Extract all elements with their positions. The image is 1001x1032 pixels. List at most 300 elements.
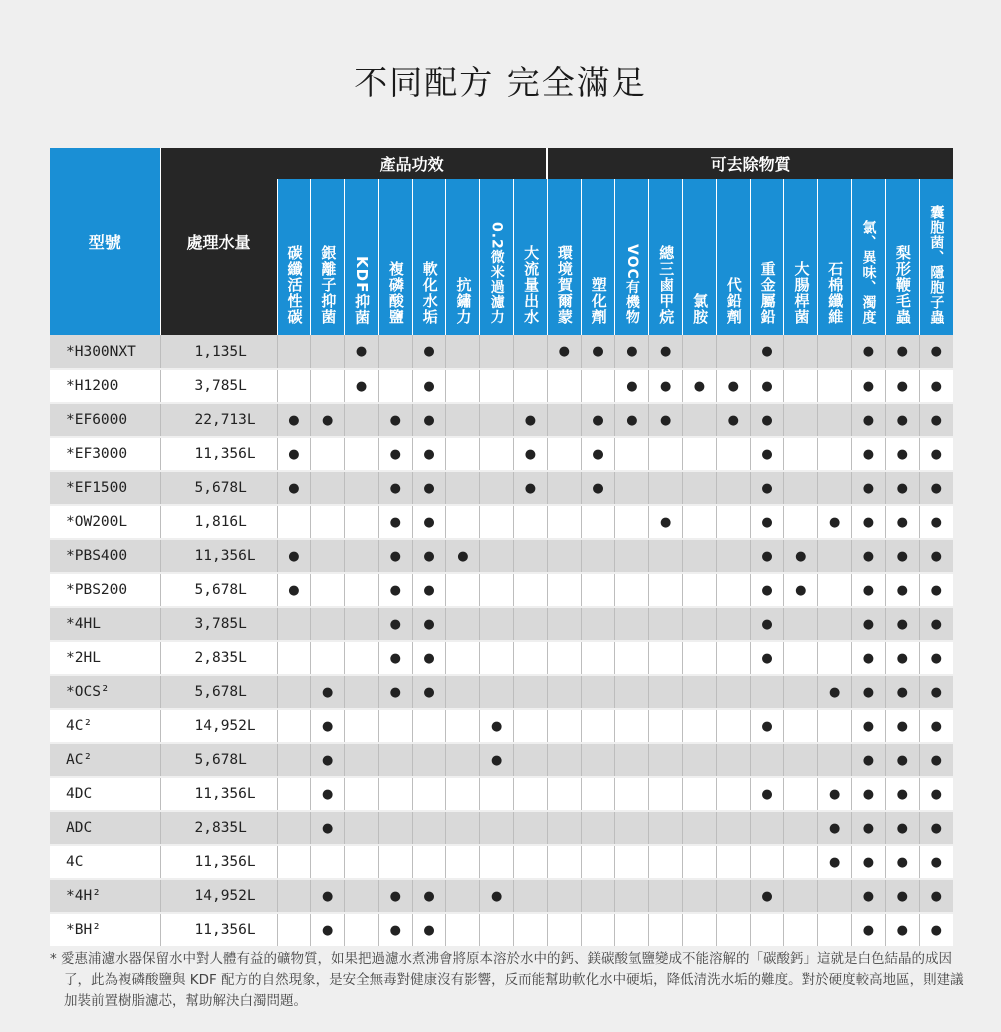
feature-cell: [480, 675, 514, 709]
table-row: [50, 777, 953, 811]
model-cell: *EF3000: [50, 437, 160, 471]
column-header-label: 囊胞菌、隱胞子蟲: [928, 205, 945, 325]
feature-cell: [547, 471, 581, 505]
feature-cell: [716, 743, 750, 777]
feature-cell: [683, 437, 717, 471]
feature-cell: [581, 369, 615, 403]
feature-mark: ●: [919, 539, 953, 573]
column-header-label: 銀離子抑菌: [319, 245, 338, 325]
feature-mark: ●: [852, 403, 886, 437]
model-cell: *PBS400: [50, 539, 160, 573]
feature-cell: [345, 641, 379, 675]
feature-cell: [311, 539, 345, 573]
header-model: 型號: [50, 148, 160, 335]
volume-cell: 14,952L: [160, 879, 277, 913]
feature-mark: ●: [378, 675, 412, 709]
feature-cell: [784, 607, 818, 641]
feature-mark: ●: [919, 471, 953, 505]
column-header: [716, 179, 750, 335]
feature-cell: [446, 641, 480, 675]
feature-mark: ●: [412, 573, 446, 607]
feature-cell: [750, 743, 784, 777]
feature-mark: ●: [615, 369, 649, 403]
volume-cell: 22,713L: [160, 403, 277, 437]
table-row: [50, 913, 953, 947]
feature-cell: [683, 539, 717, 573]
feature-cell: [345, 913, 379, 947]
column-header-label: 石棉纖維: [826, 261, 845, 325]
feature-mark: ●: [277, 471, 311, 505]
feature-cell: [547, 437, 581, 471]
model-cell: ADC: [50, 811, 160, 845]
feature-cell: [716, 811, 750, 845]
table-row: [50, 811, 953, 845]
feature-mark: ●: [277, 403, 311, 437]
feature-cell: [514, 811, 548, 845]
feature-cell: [311, 471, 345, 505]
feature-cell: [615, 573, 649, 607]
feature-cell: [649, 743, 683, 777]
column-header: [378, 179, 412, 335]
volume-cell: 1,135L: [160, 335, 277, 369]
feature-cell: [345, 879, 379, 913]
feature-cell: [615, 675, 649, 709]
feature-mark: ●: [852, 641, 886, 675]
feature-cell: [615, 845, 649, 879]
feature-cell: [683, 879, 717, 913]
feature-mark: ●: [412, 913, 446, 947]
feature-cell: [683, 471, 717, 505]
volume-cell: 3,785L: [160, 369, 277, 403]
feature-mark: ●: [514, 403, 548, 437]
feature-mark: ●: [277, 573, 311, 607]
feature-mark: ●: [378, 879, 412, 913]
column-header: [480, 179, 514, 335]
feature-cell: [716, 709, 750, 743]
feature-mark: ●: [378, 641, 412, 675]
feature-mark: ●: [885, 403, 919, 437]
feature-cell: [683, 845, 717, 879]
feature-cell: [615, 777, 649, 811]
table-row: [50, 845, 953, 879]
feature-cell: [784, 811, 818, 845]
feature-cell: [480, 505, 514, 539]
feature-cell: [581, 539, 615, 573]
feature-mark: ●: [547, 335, 581, 369]
column-header: [311, 179, 345, 335]
feature-cell: [649, 777, 683, 811]
feature-cell: [818, 335, 852, 369]
volume-cell: 11,356L: [160, 845, 277, 879]
feature-mark: ●: [852, 743, 886, 777]
column-header: [547, 179, 581, 335]
feature-mark: ●: [919, 879, 953, 913]
feature-cell: [784, 777, 818, 811]
feature-cell: [784, 709, 818, 743]
feature-cell: [277, 709, 311, 743]
column-header: [446, 179, 480, 335]
feature-mark: ●: [750, 471, 784, 505]
table-row: [50, 675, 953, 709]
feature-mark: ●: [311, 675, 345, 709]
feature-cell: [480, 437, 514, 471]
feature-mark: ●: [885, 369, 919, 403]
feature-cell: [649, 471, 683, 505]
feature-mark: ●: [750, 607, 784, 641]
feature-cell: [750, 845, 784, 879]
feature-mark: ●: [378, 913, 412, 947]
feature-cell: [547, 811, 581, 845]
table-row: [50, 607, 953, 641]
feature-cell: [412, 709, 446, 743]
feature-cell: [784, 641, 818, 675]
feature-cell: [311, 369, 345, 403]
column-header: [750, 179, 784, 335]
feature-cell: [615, 641, 649, 675]
table-row: [50, 437, 953, 471]
feature-mark: ●: [581, 437, 615, 471]
feature-cell: [615, 709, 649, 743]
table-body: [50, 335, 953, 947]
feature-cell: [750, 675, 784, 709]
feature-cell: [581, 879, 615, 913]
feature-cell: [818, 471, 852, 505]
model-cell: 4C: [50, 845, 160, 879]
feature-mark: ●: [412, 675, 446, 709]
feature-mark: ●: [852, 539, 886, 573]
model-cell: 4C²: [50, 709, 160, 743]
feature-mark: ●: [514, 471, 548, 505]
feature-cell: [446, 709, 480, 743]
column-header-label: 氯、異味、濁度: [860, 220, 877, 325]
feature-mark: ●: [885, 471, 919, 505]
feature-cell: [345, 403, 379, 437]
feature-mark: ●: [345, 369, 379, 403]
feature-cell: [514, 913, 548, 947]
feature-cell: [784, 675, 818, 709]
feature-mark: ●: [615, 335, 649, 369]
feature-mark: ●: [311, 403, 345, 437]
feature-cell: [514, 607, 548, 641]
column-header-label: 重金屬鉛: [758, 261, 777, 325]
feature-mark: ●: [852, 913, 886, 947]
feature-cell: [277, 743, 311, 777]
feature-cell: [412, 743, 446, 777]
feature-mark: ●: [885, 641, 919, 675]
column-header: [919, 179, 953, 335]
feature-mark: ●: [885, 573, 919, 607]
feature-cell: [514, 879, 548, 913]
feature-cell: [446, 743, 480, 777]
feature-mark: ●: [750, 641, 784, 675]
feature-mark: ●: [919, 641, 953, 675]
feature-mark: ●: [919, 607, 953, 641]
feature-cell: [649, 879, 683, 913]
column-header-label: 環境賀爾蒙: [555, 245, 574, 325]
feature-cell: [649, 607, 683, 641]
feature-cell: [345, 675, 379, 709]
feature-mark: ●: [852, 437, 886, 471]
feature-cell: [480, 777, 514, 811]
feature-cell: [716, 505, 750, 539]
feature-cell: [514, 675, 548, 709]
feature-cell: [277, 335, 311, 369]
volume-cell: 2,835L: [160, 811, 277, 845]
feature-cell: [683, 573, 717, 607]
feature-mark: ●: [750, 403, 784, 437]
feature-mark: ●: [750, 437, 784, 471]
feature-cell: [784, 913, 818, 947]
header-group-removal: 可去除物質: [547, 148, 953, 179]
feature-mark: ●: [311, 777, 345, 811]
volume-cell: 11,356L: [160, 913, 277, 947]
feature-cell: [615, 607, 649, 641]
feature-mark: ●: [919, 709, 953, 743]
feature-mark: ●: [885, 777, 919, 811]
feature-mark: ●: [784, 539, 818, 573]
feature-mark: ●: [683, 369, 717, 403]
model-cell: *EF6000: [50, 403, 160, 437]
feature-mark: ●: [750, 709, 784, 743]
feature-mark: ●: [885, 845, 919, 879]
feature-cell: [547, 505, 581, 539]
model-cell: AC²: [50, 743, 160, 777]
feature-mark: ●: [412, 335, 446, 369]
feature-cell: [649, 913, 683, 947]
table-row: [50, 573, 953, 607]
feature-mark: ●: [750, 777, 784, 811]
feature-cell: [547, 539, 581, 573]
feature-cell: [514, 743, 548, 777]
feature-cell: [581, 641, 615, 675]
feature-cell: [683, 403, 717, 437]
feature-mark: ●: [919, 505, 953, 539]
feature-mark: ●: [480, 709, 514, 743]
feature-mark: ●: [581, 403, 615, 437]
feature-cell: [412, 845, 446, 879]
feature-cell: [716, 437, 750, 471]
column-header-label: 代鉛劑: [724, 277, 743, 325]
feature-cell: [716, 607, 750, 641]
feature-cell: [345, 437, 379, 471]
feature-cell: [649, 811, 683, 845]
feature-cell: [716, 913, 750, 947]
model-cell: *BH²: [50, 913, 160, 947]
model-cell: *OW200L: [50, 505, 160, 539]
feature-cell: [378, 709, 412, 743]
column-header: [885, 179, 919, 335]
feature-cell: [818, 539, 852, 573]
feature-cell: [514, 709, 548, 743]
feature-mark: ●: [581, 335, 615, 369]
feature-cell: [716, 777, 750, 811]
feature-cell: [446, 879, 480, 913]
column-header: [818, 179, 852, 335]
feature-mark: ●: [750, 573, 784, 607]
model-cell: *4H²: [50, 879, 160, 913]
feature-cell: [547, 845, 581, 879]
feature-mark: ●: [412, 403, 446, 437]
feature-cell: [581, 913, 615, 947]
feature-mark: ●: [818, 675, 852, 709]
column-header-label: 抗鏽力: [454, 277, 473, 325]
feature-mark: ●: [649, 403, 683, 437]
feature-cell: [446, 403, 480, 437]
feature-cell: [311, 607, 345, 641]
volume-cell: 14,952L: [160, 709, 277, 743]
feature-mark: ●: [852, 505, 886, 539]
feature-mark: ●: [919, 369, 953, 403]
feature-mark: ●: [885, 675, 919, 709]
feature-cell: [311, 335, 345, 369]
feature-cell: [277, 607, 311, 641]
feature-cell: [480, 641, 514, 675]
feature-cell: [345, 539, 379, 573]
feature-cell: [784, 403, 818, 437]
feature-cell: [750, 913, 784, 947]
feature-cell: [615, 437, 649, 471]
feature-cell: [683, 709, 717, 743]
feature-mark: ●: [885, 505, 919, 539]
feature-cell: [311, 505, 345, 539]
feature-cell: [514, 335, 548, 369]
feature-mark: ●: [919, 845, 953, 879]
feature-cell: [784, 845, 818, 879]
feature-cell: [446, 675, 480, 709]
feature-cell: [378, 777, 412, 811]
feature-cell: [547, 641, 581, 675]
feature-cell: [683, 607, 717, 641]
footnote: * 愛惠浦濾水器保留水中對人體有益的礦物質，如果把過濾水煮沸會將原本溶於水中的鈣、鎂碳酸氫鹽變成不能溶解的「碳酸鈣」這就是白色結晶的成因了，此為複磷酸鹽與 KDF 配方的自然現象，是安全無毒對健康沒有影響，反而能幫助軟化水中硬垢，降低清洗水垢的難度。對於硬度較高地區，則建議加裝前置樹脂濾芯，幫助解決白濁問題。: [50, 951, 964, 1009]
feature-cell: [615, 913, 649, 947]
column-header: [514, 179, 548, 335]
feature-cell: [311, 845, 345, 879]
feature-cell: [480, 573, 514, 607]
feature-mark: ●: [412, 879, 446, 913]
feature-mark: ●: [412, 369, 446, 403]
feature-cell: [480, 845, 514, 879]
feature-cell: [514, 777, 548, 811]
column-header: [277, 179, 311, 335]
feature-cell: [784, 505, 818, 539]
feature-mark: ●: [378, 437, 412, 471]
feature-cell: [547, 743, 581, 777]
feature-mark: ●: [716, 369, 750, 403]
feature-cell: [547, 607, 581, 641]
feature-cell: [818, 607, 852, 641]
feature-cell: [311, 437, 345, 471]
feature-mark: ●: [818, 777, 852, 811]
column-header-label: 大流量出水: [522, 245, 541, 325]
feature-cell: [345, 709, 379, 743]
feature-cell: [277, 369, 311, 403]
volume-cell: 1,816L: [160, 505, 277, 539]
feature-cell: [818, 573, 852, 607]
model-cell: *2HL: [50, 641, 160, 675]
feature-cell: [615, 539, 649, 573]
feature-cell: [784, 471, 818, 505]
feature-cell: [581, 573, 615, 607]
feature-mark: ●: [412, 539, 446, 573]
feature-cell: [716, 539, 750, 573]
column-header-label: 0.2微米過濾力: [488, 222, 505, 325]
feature-cell: [547, 369, 581, 403]
column-header-label: 塑化劑: [589, 277, 608, 325]
feature-cell: [716, 879, 750, 913]
feature-mark: ●: [852, 675, 886, 709]
feature-cell: [547, 879, 581, 913]
feature-cell: [514, 641, 548, 675]
feature-cell: [480, 539, 514, 573]
feature-cell: [345, 505, 379, 539]
feature-cell: [547, 403, 581, 437]
column-header-label: 軟化水垢: [420, 261, 439, 325]
feature-cell: [818, 913, 852, 947]
feature-mark: ●: [378, 403, 412, 437]
feature-mark: ●: [412, 471, 446, 505]
feature-cell: [277, 675, 311, 709]
column-header: [581, 179, 615, 335]
feature-cell: [277, 777, 311, 811]
feature-cell: [784, 369, 818, 403]
column-header-label: 碳纖活性碳: [285, 245, 304, 325]
feature-mark: ●: [750, 369, 784, 403]
volume-cell: 11,356L: [160, 437, 277, 471]
feature-mark: ●: [311, 811, 345, 845]
feature-cell: [446, 811, 480, 845]
feature-cell: [649, 845, 683, 879]
feature-cell: [615, 505, 649, 539]
feature-mark: ●: [649, 505, 683, 539]
feature-mark: ●: [852, 607, 886, 641]
feature-mark: ●: [345, 335, 379, 369]
feature-mark: ●: [919, 675, 953, 709]
feature-mark: ●: [885, 437, 919, 471]
feature-mark: ●: [412, 437, 446, 471]
feature-cell: [716, 845, 750, 879]
column-header-label: 複磷酸鹽: [386, 261, 405, 325]
column-header-label: KDF抑菌: [353, 255, 372, 325]
feature-cell: [716, 675, 750, 709]
feature-cell: [345, 777, 379, 811]
feature-mark: ●: [480, 879, 514, 913]
feature-mark: ●: [919, 335, 953, 369]
feature-cell: [615, 879, 649, 913]
feature-cell: [378, 811, 412, 845]
feature-cell: [716, 641, 750, 675]
feature-mark: ●: [581, 471, 615, 505]
table-row: [50, 641, 953, 675]
feature-mark: ●: [649, 335, 683, 369]
feature-cell: [345, 471, 379, 505]
feature-cell: [716, 573, 750, 607]
feature-cell: [649, 709, 683, 743]
feature-mark: ●: [378, 505, 412, 539]
feature-cell: [345, 845, 379, 879]
feature-cell: [480, 913, 514, 947]
feature-mark: ●: [649, 369, 683, 403]
feature-cell: [649, 641, 683, 675]
feature-cell: [547, 913, 581, 947]
model-cell: *4HL: [50, 607, 160, 641]
feature-cell: [446, 369, 480, 403]
volume-cell: 2,835L: [160, 641, 277, 675]
feature-mark: ●: [919, 811, 953, 845]
feature-cell: [716, 471, 750, 505]
feature-mark: ●: [852, 709, 886, 743]
column-header: [649, 179, 683, 335]
column-header-label: 梨形鞭毛蟲: [893, 245, 912, 325]
